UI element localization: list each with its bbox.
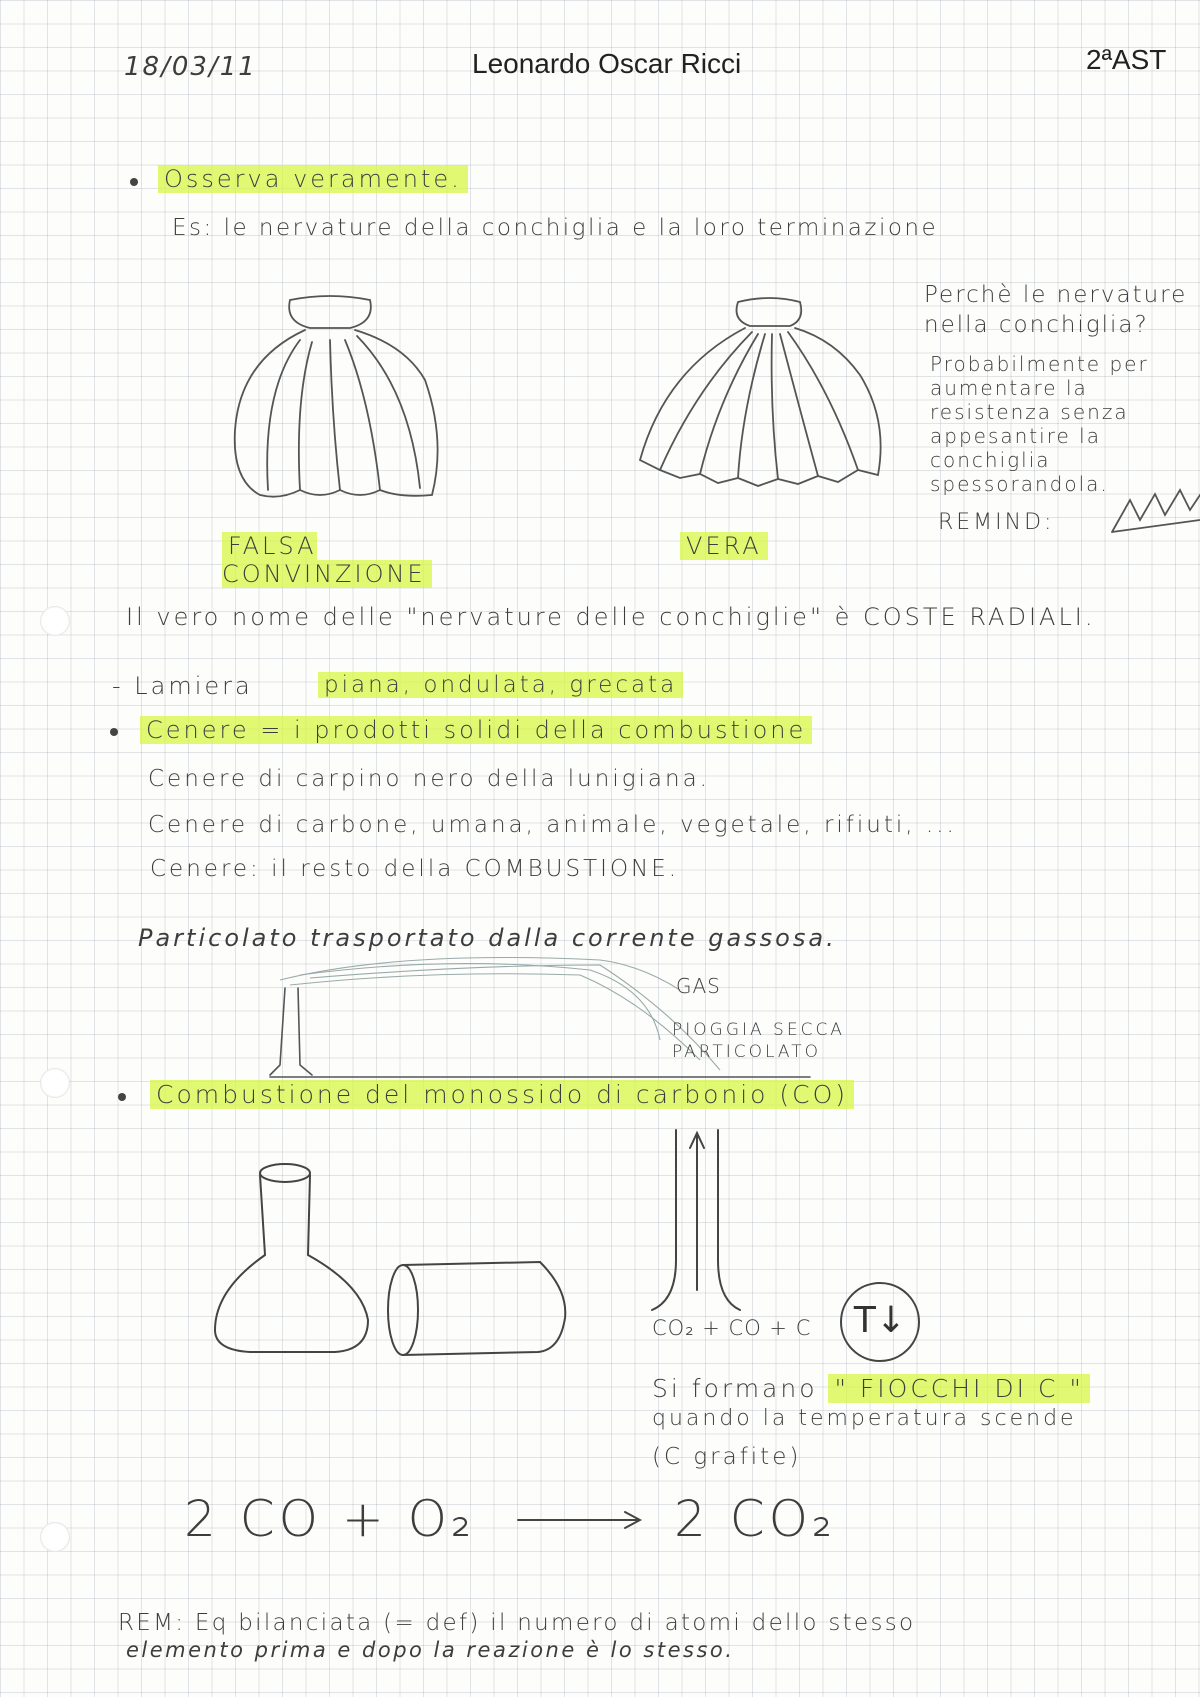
- cenere-line1: Cenere di carpino nero della lunigiana.: [148, 766, 710, 792]
- temp-badge-text: T↓: [853, 1300, 907, 1341]
- equation-left: 2 CO + O₂: [184, 1490, 476, 1548]
- side-answer: Probabilmente per aumentare la resistenza senza appesantire la conchiglia spessorandola.: [930, 352, 1149, 496]
- particolato-label: PARTICOLATO: [672, 1042, 821, 1062]
- lamiera-types-text: piana, ondulata, grecata: [318, 672, 683, 698]
- fiocchi-pre: Si formano: [652, 1374, 818, 1403]
- section1-heading-text: Osserva veramente.: [158, 165, 468, 193]
- fiocchi-line3: (C grafite): [652, 1444, 802, 1470]
- remind-label: REMIND:: [938, 510, 1055, 535]
- temp-badge: [840, 1282, 920, 1362]
- section3-heading-text: Combustione del monossido di carbonio (CO): [150, 1080, 854, 1109]
- true-name-sentence: Il vero nome delle "nervature delle conchiglie" è COSTE RADIALI.: [126, 603, 1096, 631]
- side-question: Perchè le nervature nella conchiglia?: [924, 282, 1188, 338]
- cenere-line2: Cenere di carbone, umana, animale, vegetale, rifiuti, ...: [148, 812, 957, 838]
- rem-line2: elemento prima e dopo la reazione è lo stesso.: [126, 1638, 735, 1662]
- fiocchi-line2: quando la temperatura scende: [652, 1406, 1077, 1431]
- lamiera-label: - Lamiera: [112, 672, 253, 700]
- header-name: Leonardo Oscar Ricci: [472, 48, 742, 79]
- gas-label: GAS: [676, 974, 721, 998]
- label-false-text: FALSA CONVINZIONE: [222, 532, 432, 588]
- header-class: 2ªAST: [1086, 44, 1167, 75]
- particolato-sentence: Particolato trasportato dalla corrente gassosa.: [138, 924, 837, 952]
- label-vera-text: VERA: [680, 532, 768, 560]
- cenere-line3: Cenere: il resto della COMBUSTIONE.: [150, 856, 680, 882]
- products-formula: CO₂ + CO + C: [652, 1316, 812, 1340]
- section2-heading-text: Cenere = i prodotti solidi della combustione: [140, 716, 812, 744]
- fiocchi-line1: [652, 1374, 1090, 1403]
- equation-right: 2 CO₂: [674, 1490, 837, 1548]
- rem-line1: REM: Eq bilanciata (= def) il numero di atomi dello stesso: [118, 1610, 916, 1636]
- fiocchi-highlight: " FIOCCHI DI C ": [828, 1374, 1089, 1403]
- header-date: 18/03/11: [124, 52, 257, 82]
- section1-example: Es: le nervature della conchiglia e la loro terminazione: [172, 215, 939, 241]
- pioggia-label: PIOGGIA SECCA: [672, 1020, 845, 1040]
